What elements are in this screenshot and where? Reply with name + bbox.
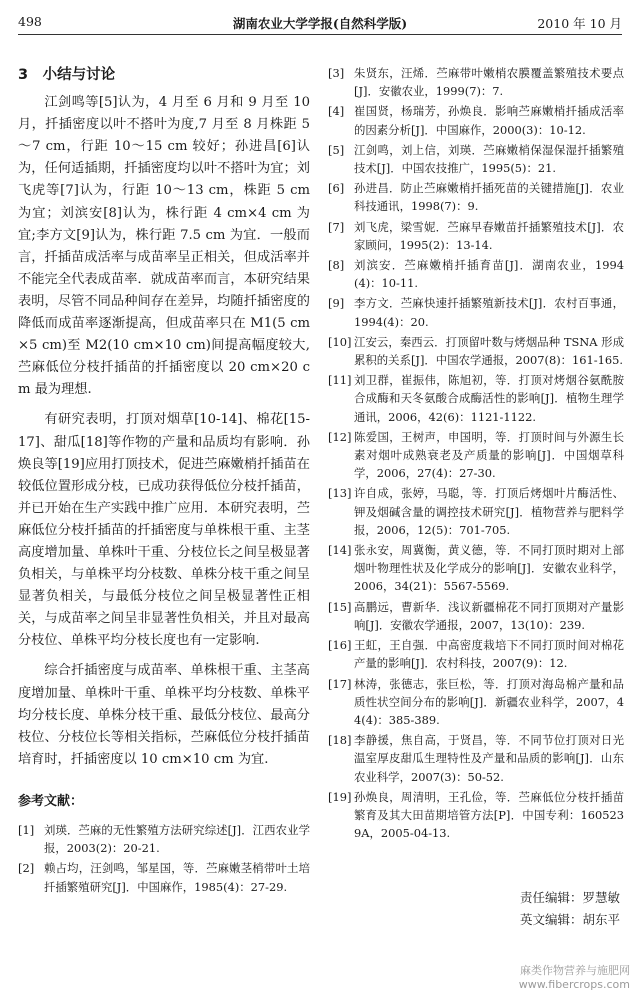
watermark-url: www.fibercrops.com [518,978,630,991]
reference-number: [7] [328,219,345,234]
reference-item [328,598,624,634]
references-title: 参考文献： [18,793,84,809]
reference-text: 李静援，焦自高，于贤昌，等．不同节位打顶对日光温室厚皮甜瓜生理特性及产量和品质的影响[J]．山东农业科学，2007(3)：50-52. [354,733,624,784]
reference-item [328,731,624,786]
reference-item [328,636,624,672]
paragraph-3: 综合扦插密度与成苗率、单株根干重、主茎高度增加量、单株叶干重、单株平均分枝数、单株平均分枝长度、单株分枝干重、最低分枝位、最高分枝位、分枝位长等相关指标，苎麻低位分枝扦插苗培育时，扦插密度以 10 cm×10 cm 为宜. [18,663,310,767]
reference-text: 张永安，周冀衡，黄义德，等．不同打顶时期对上部烟叶物理性状及化学成分的影响[J]．安徽农业科学，2006，34(21)：5567-5569. [354,543,624,594]
reference-item [328,64,624,100]
reference-number: [9] [328,296,345,311]
reference-number: [19] [328,789,352,804]
reference-item [328,256,624,292]
reference-text: 刘瑛．苎麻的无性繁殖方法研究综述[J]．江西农业学报，2003(2)：20-21. [44,823,310,856]
reference-number: [6] [328,181,345,196]
reference-number: [3] [328,66,345,80]
reference-text: 孙进昌．防止苎麻嫩梢扦插死苗的关键措施[J]．农业科技通讯，1998(7)：9. [354,181,624,214]
watermark-title: 麻类作物营养与施肥网 [520,964,630,977]
reference-list-left [18,821,310,896]
reference-number: [17] [328,676,352,691]
responsible-editor: 责任编辑：罗慧敏 [519,890,620,905]
reference-item [328,333,624,369]
reference-text: 崔国贤，杨瑞芳，孙焕良．影响苎麻嫩梢扦插成活率的因素分析[J]．中国麻作，2000(3)：10-12. [354,104,624,137]
reference-number: [16] [328,638,352,653]
reference-item [18,859,310,895]
reference-number: [11] [328,373,352,388]
reference-text: 林涛，张德志，张巨松，等．打顶对海岛棉产量和品质性状空间分布的影响[J]．新疆农业科学，2007，44(4)：385-389. [354,676,624,727]
reference-item [328,788,624,843]
reference-text: 李方文．苎麻快速扦插繁殖新技术[J]．农村百事通，1994(4)：20. [354,296,624,329]
journal-title: 湖南农业大学学报(自然科学版) [232,16,408,31]
reference-number: [14] [328,543,352,558]
reference-text: 陈爱国，王树声，申国明，等．打顶时间与外源生长素对烟叶成熟衰老及产质量的影响[J]．中国烟草科学，2006，27(4)：27-30. [354,429,624,481]
reference-item [328,294,624,330]
reference-text: 赖占均，汪剑鸣，邹星国，等．苎麻嫩茎梢带叶土培扦插繁殖研究[J]．中国麻作，1985(4)：27-29. [44,861,310,894]
reference-number: [13] [328,486,352,501]
reference-text: 刘飞虎，梁雪妮．苎麻早春嫩苗扦插繁殖技术[J]．农家顾问，1995(2)：13-14. [354,219,624,252]
paragraph-1: 江剑鸣等[5]认为，4 月至 6 月和 9 月至 10 月，扦插密度以叶不搭叶为度,7 月至 8 月株距 5～7 cm，行距 10～15 cm 较好；孙进昌[6]认为，任何适插期，扦插密度均以叶不搭叶为宜；刘飞虎等[7]认为，行距 10～13 cm，株距 5 cm 为宜；刘滨安[8]认为，株行距 4 cm×4 cm 为宜;李方文[9]认为，株行距 7.5 cm 为宜．一般而言，扦插苗成活率与成苗率呈正相关，但成活率并不能完全代表成苗率．就成苗率而言，本研究结果表明，尽管不同品种间存在差异，均随扦插密度的降低而成苗率逐渐提高，但成苗率只在 M1(5 cm×5 cm)至 M2(10 cm×10 cm)间提高幅度较大,苎麻低位分枝扦插苗的扦插密度以 20 cm×20 cm 最为理想. [18,95,310,398]
reference-text: 江安云，秦西云．打顶留叶数与烤烟品种 TSNA 形成累积的关系[J]．中国农学通报，2007(8)：161-165. [354,334,624,368]
reference-item [328,428,624,483]
reference-text: 许自成，张婷，马聪，等．打顶后烤烟叶片酶活性、钾及烟碱含量的调控技术研究[J]．植物营养与肥料学报，2006，12(5)：701-705. [354,486,624,537]
right-column [328,64,624,844]
reference-list-right [328,64,624,842]
reference-item [328,371,624,426]
reference-item [328,102,624,138]
reference-number: [18] [328,733,352,748]
page-header [18,12,622,35]
reference-text: 刘滨安．苎麻嫩梢扦插育苗[J]．湖南农业，1994(4)：10-11. [354,258,624,291]
english-editor: 英文编辑：胡东平 [519,912,620,927]
reference-text: 刘卫群，崔振伟，陈旭初，等．打顶对烤烟谷氨酰胺合成酶和天冬氨酸合成酶活性的影响[J]．植物生理学通讯，2006，42(6)：1121-1122. [354,373,624,424]
page-number: 498 [18,14,42,29]
section-title: 3 小结与讨论 [18,67,116,83]
reference-item [328,179,624,215]
reference-item [328,484,624,539]
paragraph-2: 有研究表明，打顶对烟草[10-14]、棉花[15-17]、甜瓜[18]等作物的产量和品质均有影响．孙焕良等[19]应用打顶技术，促进苎麻嫩梢扦插苗在较低位置形成分枝，已成功获得低位分枝扦插苗，并已开始在生产实践中推广应用．本研究表明，苎麻低位分枝扦插苗的扦插密度与单株根干重、主茎高度增加量、单株叶干重、分枝位长之间呈极显著负相关，与单株平均分枝数、单株分枝干重之间呈显著负相关，与最低分枝位之间呈极显著性正相关，与成苗率之间呈非显著性负相关，并且对最高分枝位、单株平均分枝长度也有一定影响. [18,412,310,649]
reference-text: 高鹏远，曹新华．浅议新疆棉花不同打顶期对产量影响[J]．安徽农学通报，2007，13(10)：239. [354,599,624,632]
reference-number: [4] [328,104,345,119]
reference-item [328,541,624,596]
reference-number: [2] [18,861,35,876]
issue-date: 2010 年 10 月 [537,16,622,31]
reference-text: 孙焕良，周清明，王孔俭，等．苎麻低位分枝扦插苗繁育及其大田苗期培管方法[P]．中国专利：1605239A，2005-04-13. [354,789,624,841]
reference-text: 王虹，王自强．中高密度栽培下不同打顶时间对棉花产量的影响[J]．农村科技，2007(9)：12. [354,638,624,671]
reference-text: 朱贤东，汪烯．苎麻带叶嫩梢农膜覆盖繁殖技术要点[J]．安徽农业，1999(7)：7. [354,66,624,99]
reference-item [328,218,624,254]
reference-number: [1] [18,823,35,837]
reference-text: 江剑鸣，刘上信，刘瑛．苎麻嫩梢保湿保湿扦插繁殖技术[J]．中国农技推广，1995(5)：21. [354,142,624,176]
reference-item [328,675,624,730]
reference-number: [15] [328,599,352,614]
reference-item [328,141,624,177]
watermark [519,964,630,992]
reference-number: [8] [328,258,345,273]
reference-item [18,821,310,857]
left-column [18,64,310,898]
reference-number: [10] [328,334,352,349]
reference-number: [12] [328,429,352,444]
reference-number: [5] [328,142,345,157]
